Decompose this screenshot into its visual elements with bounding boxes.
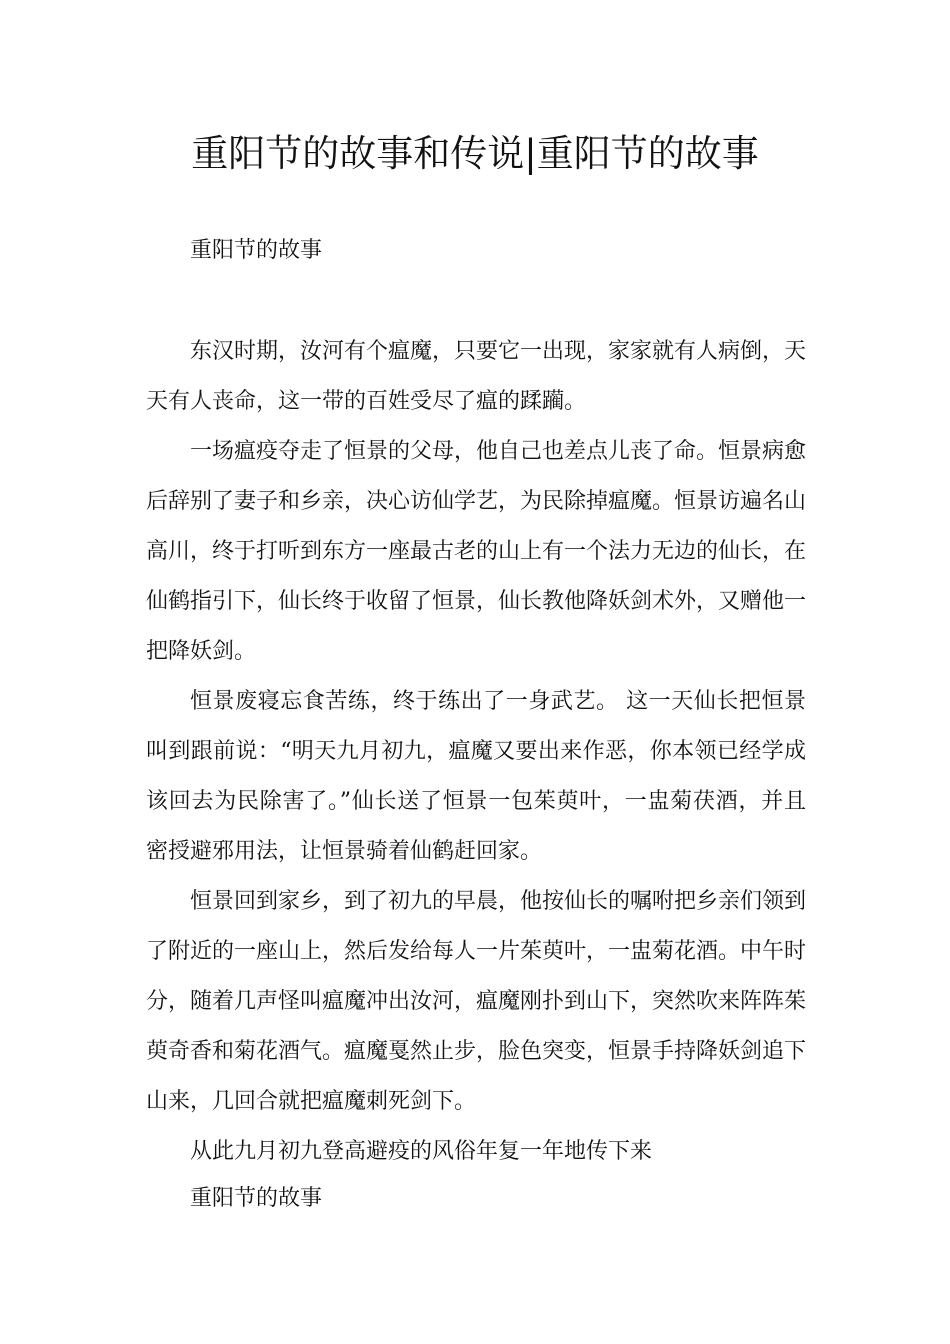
- paragraph-1: 东汉时期，汝河有个瘟魔，只要它一出现，家家就有人病倒，天天有人丧命，这一带的百姓受尽了瘟的蹂躏。: [146, 339, 807, 414]
- paragraph-3: 恒景废寝忘食苦练，终于练出了一身武艺。 这一天仙长把恒景叫到跟前说：“明天九月初九，瘟魔又要出来作恶，你本领已经学成该回去为民除害了。”仙长送了恒景一包茱萸叶，一盅菊茯酒，并且密授避邪用法，让恒景骑着仙鹤赶回家。: [146, 689, 806, 864]
- document-title: 重阳节的故事和传说|重阳节的故事: [191, 132, 759, 175]
- paragraph-2: 一场瘟疫夺走了恒景的父母，他自己也差点儿丧了命。恒景病愈后辞别了妻子和乡亲，决心访仙学艺，为民除掉瘟魔。恒景访遍名山高川，终于打听到东方一座最古老的山上有一个法力无边的仙长，在仙鹤指引下，仙长终于收留了恒景，仙长教他降妖剑术外，又赠他一把降妖剑。: [146, 439, 807, 664]
- paragraph-5: 从此九月初九登高避疫的风俗年复一年地传下来: [190, 1139, 653, 1164]
- section-heading: 重阳节的故事: [190, 238, 323, 263]
- section-heading-repeat: 重阳节的故事: [190, 1186, 323, 1211]
- paragraph-4: 恒景回到家乡，到了初九的早晨，他按仙长的嘱咐把乡亲们领到了附近的一座山上，然后发给每人一片茱萸叶，一盅菊花酒。中午时分，随着几声怪叫瘟魔冲出汝河，瘟魔刚扑到山下，突然吹来阵阵茱萸奇香和菊花酒气。瘟魔戛然止步，脸色突变，恒景手持降妖剑追下山来，几回合就把瘟魔刺死剑下。: [146, 889, 807, 1114]
